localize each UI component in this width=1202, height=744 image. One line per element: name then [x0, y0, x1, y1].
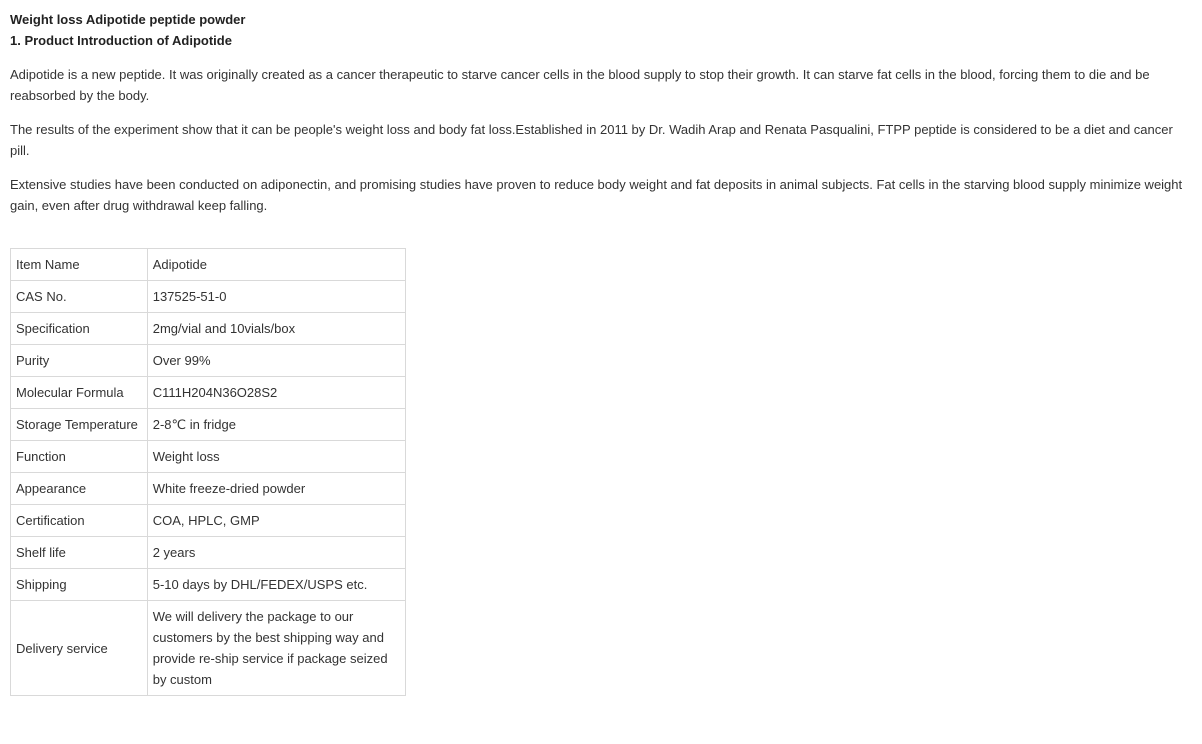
- intro-paragraph-2: The results of the experiment show that it can be people's weight loss and body fat loss.Established in 2011 by Dr. Wadih Arap and Renata Pasqualini, FTPP peptide is considered to be a diet and cancer pill.: [10, 122, 1173, 158]
- spec-value-certification: COA, HPLC, GMP: [147, 505, 405, 537]
- spec-key-storage-temperature: Storage Temperature: [11, 409, 148, 441]
- spec-key-molecular-formula: Molecular Formula: [11, 377, 148, 409]
- spec-key-item-name: Item Name: [11, 249, 148, 281]
- spec-key-certification: Certification: [11, 505, 148, 537]
- product-spec-table: [10, 248, 406, 696]
- table-row: [11, 249, 406, 281]
- table-row: [11, 345, 406, 377]
- spec-value-delivery-service: We will delivery the package to our customers by the best shipping way and provide re-ship service if package seized by custom: [147, 601, 405, 696]
- spec-value-item-name: Adipotide: [147, 249, 405, 281]
- table-row: [11, 441, 406, 473]
- intro-paragraph-3: Extensive studies have been conducted on adiponectin, and promising studies have proven to reduce body weight and fat deposits in animal subjects. Fat cells in the starving blood supply minimize weight gain, even after drug withdrawal keep falling.: [10, 177, 1183, 213]
- spec-key-delivery-service: Delivery service: [11, 601, 148, 696]
- spec-key-appearance: Appearance: [11, 473, 148, 505]
- spec-key-function: Function: [11, 441, 148, 473]
- spec-key-shelf-life: Shelf life: [11, 537, 148, 569]
- table-row: [11, 569, 406, 601]
- spec-value-appearance: White freeze-dried powder: [147, 473, 405, 505]
- intro-paragraph-1: Adipotide is a new peptide. It was originally created as a cancer therapeutic to starve cancer cells in the blood supply to stop their growth. It can starve fat cells in the blood, forcing them to die and be reabsorbed by the body.: [10, 67, 1150, 103]
- spec-value-storage-temperature: 2-8℃ in fridge: [147, 409, 405, 441]
- spec-value-specification: 2mg/vial and 10vials/box: [147, 313, 405, 345]
- spec-value-shipping: 5-10 days by DHL/FEDEX/USPS etc.: [147, 569, 405, 601]
- spec-value-purity: Over 99%: [147, 345, 405, 377]
- spec-key-specification: Specification: [11, 313, 148, 345]
- table-row: [11, 313, 406, 345]
- table-row: [11, 281, 406, 313]
- article-body: [10, 9, 1194, 216]
- product-title: Weight loss Adipotide peptide powder: [10, 12, 246, 27]
- spec-key-cas-no: CAS No.: [11, 281, 148, 313]
- spec-value-function: Weight loss: [147, 441, 405, 473]
- table-row: [11, 505, 406, 537]
- table-row: [11, 473, 406, 505]
- spec-value-shelf-life: 2 years: [147, 537, 405, 569]
- table-row: [11, 409, 406, 441]
- spec-value-molecular-formula: C111H204N36O28S2: [147, 377, 405, 409]
- section-heading: 1. Product Introduction of Adipotide: [10, 33, 232, 48]
- spec-value-cas-no: 137525-51-0: [147, 281, 405, 313]
- spec-key-shipping: Shipping: [11, 569, 148, 601]
- table-row: [11, 377, 406, 409]
- table-row: [11, 601, 406, 696]
- spec-key-purity: Purity: [11, 345, 148, 377]
- table-row: [11, 537, 406, 569]
